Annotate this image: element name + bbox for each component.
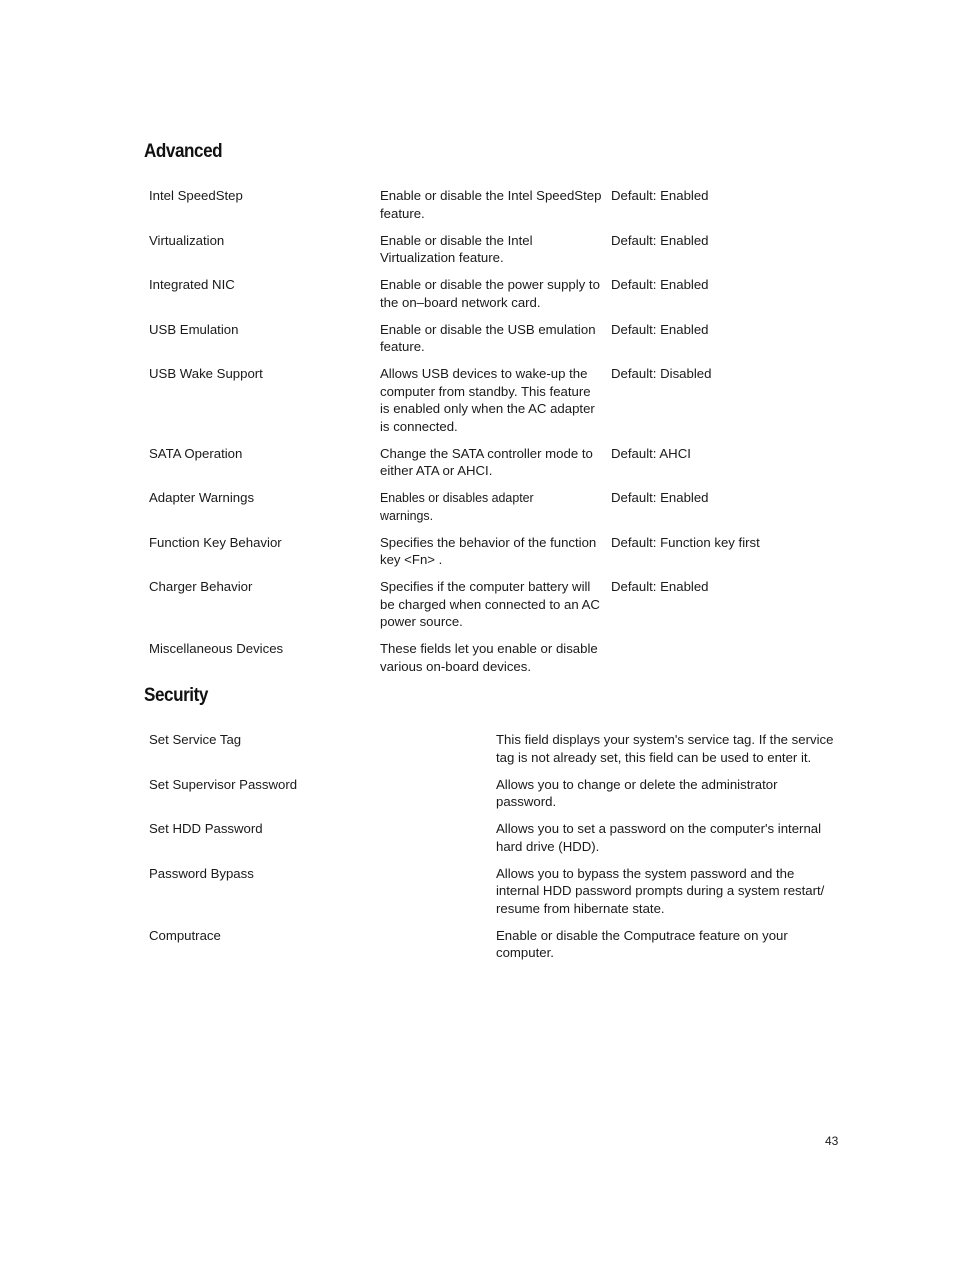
setting-name: Charger Behavior xyxy=(149,579,253,594)
setting-description: Enable or disable the power supply to the on–board network card. xyxy=(380,277,600,310)
table-row xyxy=(149,232,841,277)
setting-description: Allows you to bypass the system password and the internal HDD password prompts during a system restart/ resume from hibernate state. xyxy=(496,865,825,916)
setting-default: Default: AHCI xyxy=(611,445,691,461)
setting-description: This field displays your system's service tag. If the service tag is not already set, this field can be used to enter it. xyxy=(496,732,834,765)
setting-description: Allows you to set a password on the computer's internal hard drive (HDD). xyxy=(496,821,822,854)
setting-description: These fields let you enable or disable various on-board devices. xyxy=(380,641,598,674)
setting-name: Computrace xyxy=(149,927,221,943)
page-number: 43 xyxy=(825,1134,839,1148)
setting-name: Set Supervisor Password xyxy=(149,776,298,792)
setting-name: USB Emulation xyxy=(149,321,239,337)
table-row xyxy=(149,820,839,865)
table-row xyxy=(149,321,841,366)
table-row xyxy=(149,187,841,232)
table-row xyxy=(149,640,841,685)
table-row xyxy=(149,776,839,821)
table-row xyxy=(149,534,841,579)
setting-name: Function Key Behavior xyxy=(149,534,282,550)
setting-name: Adapter Warnings xyxy=(149,490,255,505)
setting-description: Specifies the behavior of the function key <Fn> . xyxy=(380,534,597,567)
table-row xyxy=(149,445,841,490)
setting-description: Enable or disable the USB emulation feature. xyxy=(380,321,596,354)
table-row xyxy=(149,489,841,534)
setting-name: Integrated NIC xyxy=(149,277,235,292)
setting-name: USB Wake Support xyxy=(149,366,263,381)
setting-description: Allows you to change or delete the administrator password. xyxy=(496,776,778,809)
setting-description xyxy=(380,489,611,534)
setting-name: Miscellaneous Devices xyxy=(149,641,284,656)
table-row xyxy=(149,578,841,640)
setting-description-text: Enables or disables adapter warnings. xyxy=(380,490,534,523)
setting-default: Default: Enabled xyxy=(611,490,709,505)
setting-default xyxy=(611,640,841,685)
setting-name: Set Service Tag xyxy=(149,732,242,747)
setting-description: Enable or disable the Computrace feature on your computer. xyxy=(496,927,788,960)
setting-description: Enable or disable the Intel Virtualization feature. xyxy=(380,232,533,265)
setting-description: Specifies if the computer battery will be charged when connected to an AC power source. xyxy=(380,579,600,629)
setting-name: Password Bypass xyxy=(149,865,254,881)
table-row xyxy=(149,865,839,927)
setting-name: SATA Operation xyxy=(149,445,243,461)
table-row xyxy=(149,276,841,321)
setting-default: Default: Enabled xyxy=(611,232,709,248)
setting-name: Virtualization xyxy=(149,232,225,248)
advanced-heading: Advanced xyxy=(144,141,223,162)
setting-default: Default: Disabled xyxy=(611,366,712,381)
setting-default: Default: Enabled xyxy=(611,188,709,203)
setting-description: Change the SATA controller mode to either ATA or AHCI. xyxy=(380,445,593,478)
table-row xyxy=(149,731,839,776)
setting-name: Set HDD Password xyxy=(149,821,263,836)
advanced-settings-table xyxy=(149,187,841,685)
security-settings-table xyxy=(149,731,839,971)
setting-default: Default: Function key first xyxy=(611,534,760,550)
setting-name: Intel SpeedStep xyxy=(149,188,243,203)
setting-default: Default: Enabled xyxy=(611,579,709,594)
security-heading: Security xyxy=(144,685,208,706)
setting-default: Default: Enabled xyxy=(611,321,709,337)
table-row xyxy=(149,365,841,445)
setting-description: Enable or disable the Intel SpeedStep feature. xyxy=(380,188,602,221)
setting-default: Default: Enabled xyxy=(611,277,709,292)
table-row xyxy=(149,927,839,972)
setting-description: Allows USB devices to wake-up the computer from standby. This feature is enabled only when the AC adapter is connected. xyxy=(380,366,595,434)
